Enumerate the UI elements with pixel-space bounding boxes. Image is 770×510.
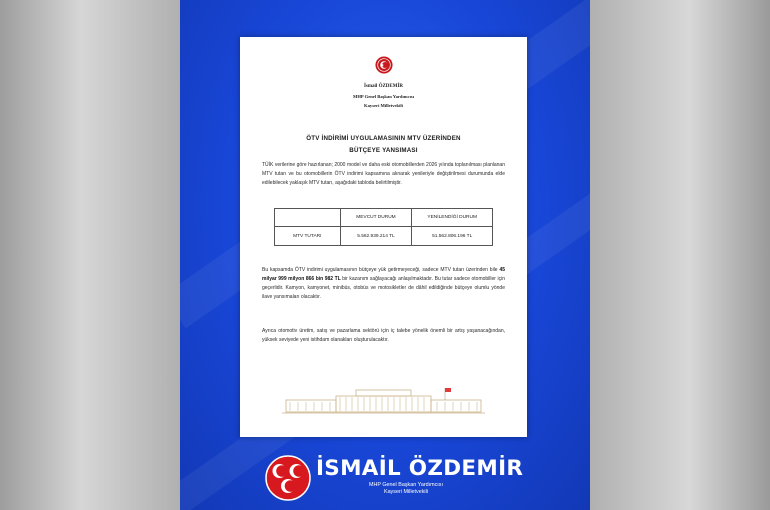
table-header-renewed: YENİLENDİĞİ DURUM bbox=[412, 209, 493, 227]
paragraph-intro: TÜİK verilerine göre hazırlanan; 2000 model ve daha eski otomobillerden 2026 yılında toplanılması planlanan MTV tutarı ve bu otomobillerin ÖTV indirimi kapsamına alınarak yenileriyle değiştirilmesi durumunda elde edilebilecek yaklaşık MTV tutarı, aşağıdaki tabloda belirtilmiştir. bbox=[262, 162, 505, 187]
letterhead-position: MHP Genel Başkan Yardımcısı bbox=[353, 94, 414, 99]
table-cell-current: 5.562.939.214 TL bbox=[340, 227, 412, 246]
letterhead-constituency: Kayseri Milletvekili bbox=[364, 103, 403, 108]
paragraph-employment: Ayrıca otomotiv üretim, satış ve pazarlama sektörü için iç talebe yönelik önemli bir artış yaşanacağından, yüksek seviyede yeni istihdam olanakları oluşturulacaktır. bbox=[262, 328, 505, 344]
banner-constituency: Kayseri Milletvekili bbox=[383, 489, 429, 495]
mtv-table bbox=[274, 208, 493, 246]
table-cell-renewed: 51.562.806.196 TL bbox=[412, 227, 493, 246]
banner-position: MHP Genel Başkan Yardımcısı bbox=[368, 482, 443, 488]
document-title-line1: ÖTV İNDİRİMİ UYGULAMASININ MTV ÜZERİNDEN bbox=[306, 135, 461, 142]
table-header-current: MEVCUT DURUM bbox=[340, 209, 412, 227]
document-page bbox=[240, 37, 527, 437]
parliament-emblem-icon bbox=[375, 56, 393, 74]
paragraph-budget-pre: Bu kapsamda ÖTV indirimi uygulamasının bütçeye yük getirmeyeceği, sadece MTV tutarı üzerinden bile bbox=[262, 267, 500, 273]
background-left bbox=[0, 0, 180, 510]
paragraph-budget-amount: 45 milyar 999 milyon 866 bin 982 TL bbox=[262, 267, 505, 283]
paragraph-budget-post: bir kazanım sağlayacağı anlaşılmaktadır. Bu tutar sadece otomobiller için geçerlidir. Kamyon, kamyonet, minibüs, otobüs ve motosikletler de dâhil edildiğinde bütçeye olumlu yönde ilave yansımaları olacaktır. bbox=[262, 276, 506, 301]
mhp-logo-icon bbox=[265, 455, 311, 501]
table-header-row bbox=[275, 209, 493, 227]
letterhead-name: İsmail ÖZDEMİR bbox=[363, 84, 404, 89]
parliament-building-image bbox=[282, 386, 485, 414]
table-cell-label: MTV TUTARI bbox=[275, 227, 341, 246]
banner-name: İSMAİL ÖZDEMİR bbox=[316, 456, 524, 481]
blue-panel bbox=[180, 0, 590, 510]
table-header-empty bbox=[275, 209, 341, 227]
background-right bbox=[590, 0, 770, 510]
paragraph-budget bbox=[262, 266, 505, 302]
table-row bbox=[275, 227, 493, 246]
document-title-line2: BÜTÇEYE YANSIMASI bbox=[349, 147, 418, 154]
